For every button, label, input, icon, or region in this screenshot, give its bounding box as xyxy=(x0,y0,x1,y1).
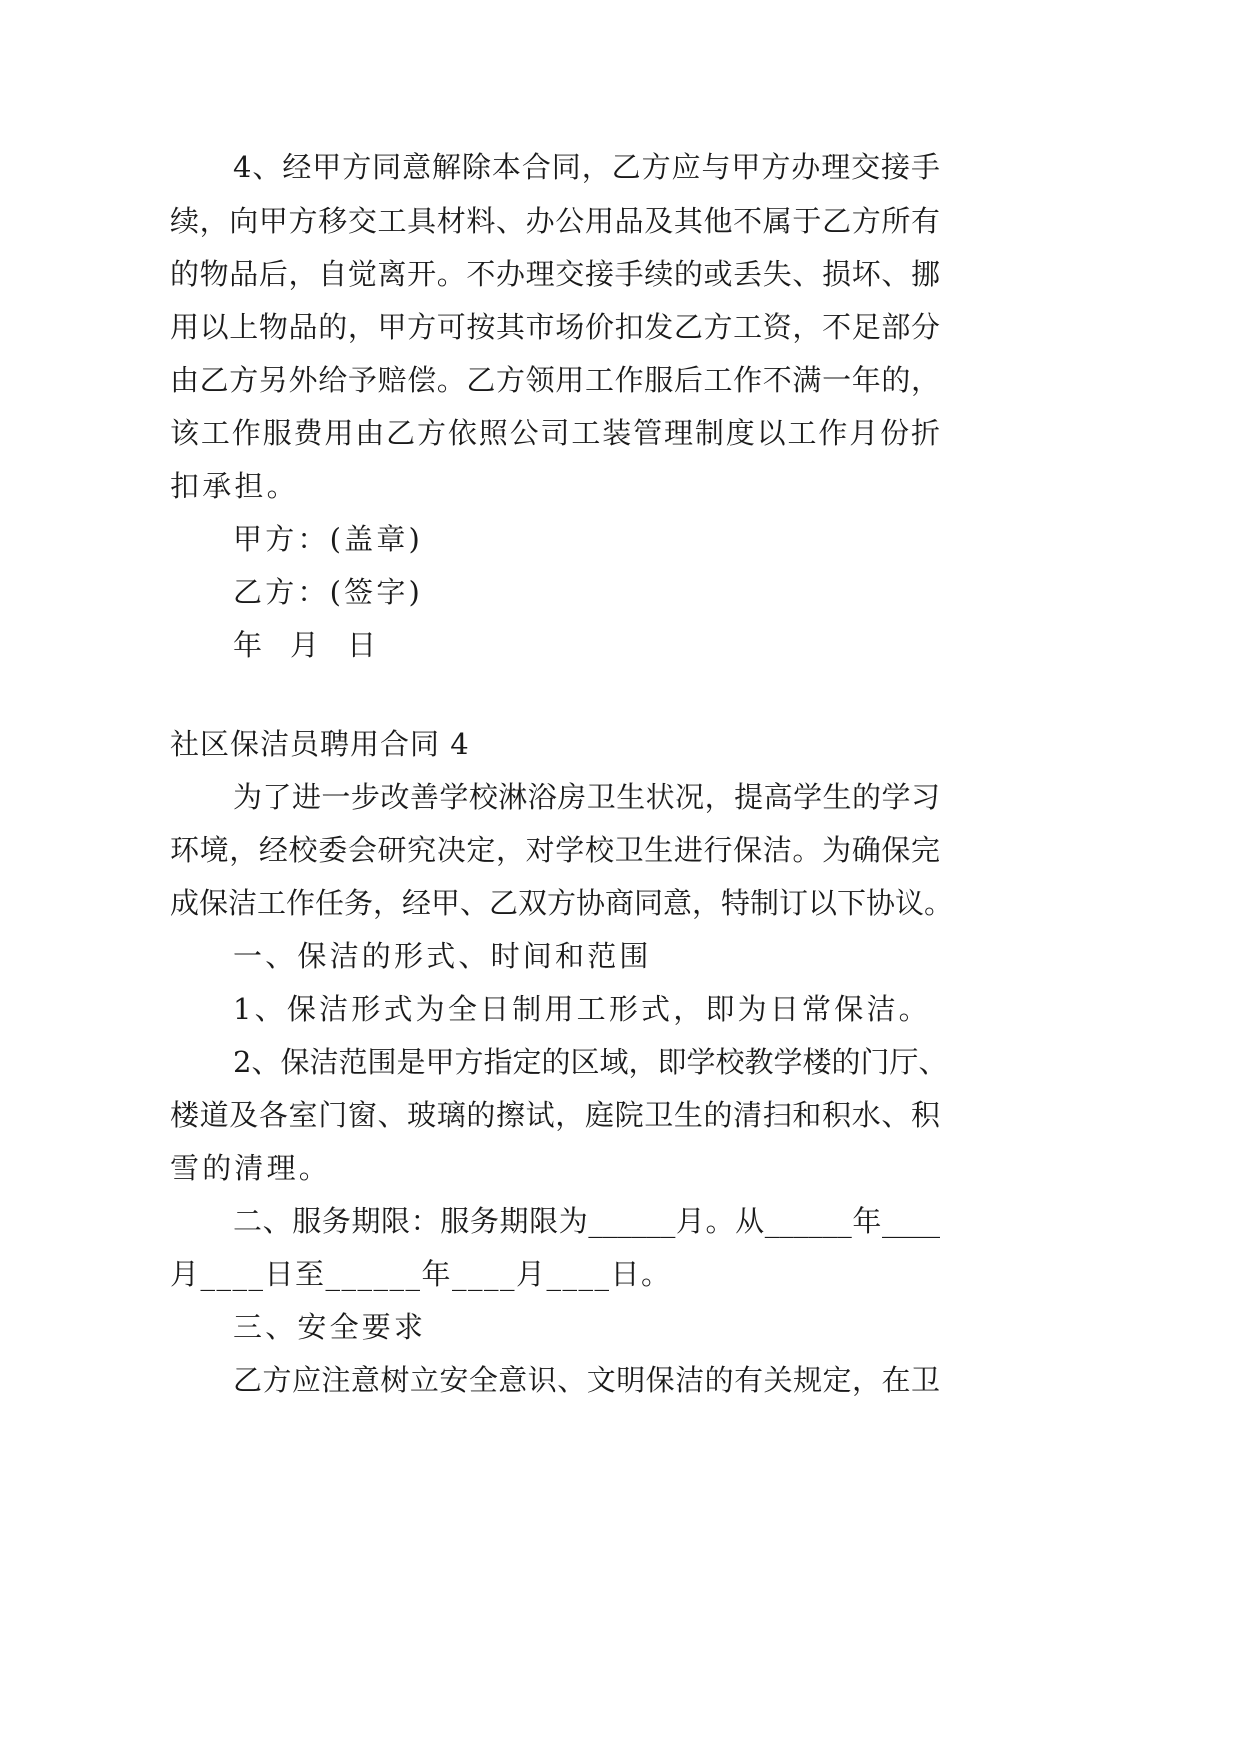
party-b-signature-line: 乙方：(签字) xyxy=(233,575,424,609)
intro-line-2: 环境，经校委会研究决定，对学校卫生进行保洁。为确保完 xyxy=(170,833,940,867)
safety-line-1: 乙方应注意树立安全意识、文明保洁的有关规定，在卫 xyxy=(233,1363,940,1397)
item-2-line-3: 雪的清理。 xyxy=(170,1151,332,1185)
clause-4-line-1: 4、经甲方同意解除本合同，乙方应与甲方办理交接手 xyxy=(233,150,940,184)
item-2-line-2: 楼道及各室门窗、玻璃的擦试，庭院卫生的清扫和积水、积 xyxy=(170,1098,940,1132)
heading-3: 三、安全要求 xyxy=(233,1310,427,1344)
party-a-signature-line: 甲方：(盖章) xyxy=(233,522,424,556)
clause-4-line-4: 用以上物品的，甲方可按其市场价扣发乙方工资，不足部分 xyxy=(170,310,940,344)
heading-2-line-2: 月____日至______年____月____日。 xyxy=(170,1257,672,1291)
date-line: 年 月 日 xyxy=(233,628,380,662)
intro-line-1: 为了进一步改善学校淋浴房卫生状况，提高学生的学习 xyxy=(233,780,940,814)
section-title: 社区保洁员聘用合同 4 xyxy=(170,727,470,761)
clause-4-line-3: 的物品后，自觉离开。不办理交接手续的或丢失、损坏、挪 xyxy=(170,257,940,291)
item-1: 1、保洁形式为全日制用工形式，即为日常保洁。 xyxy=(233,992,931,1026)
clause-4-line-7: 扣承担。 xyxy=(170,469,299,503)
heading-1: 一、保洁的形式、时间和范围 xyxy=(233,939,652,973)
clause-4-line-5: 由乙方另外给予赔偿。乙方领用工作服后工作不满一年的， xyxy=(170,363,940,397)
clause-4-line-2: 续，向甲方移交工具材料、办公用品及其他不属于乙方所有 xyxy=(170,204,940,238)
item-2-line-1: 2、保洁范围是甲方指定的区域，即学校教学楼的门厅、 xyxy=(233,1045,948,1079)
intro-line-3: 成保洁工作任务，经甲、乙双方协商同意，特制订以下协议。 xyxy=(170,886,954,920)
clause-4-line-6: 该工作服费用由乙方依照公司工装管理制度以工作月份折 xyxy=(170,416,940,450)
heading-2-line-1: 二、服务期限：服务期限为______月。从______年____ xyxy=(233,1204,940,1238)
